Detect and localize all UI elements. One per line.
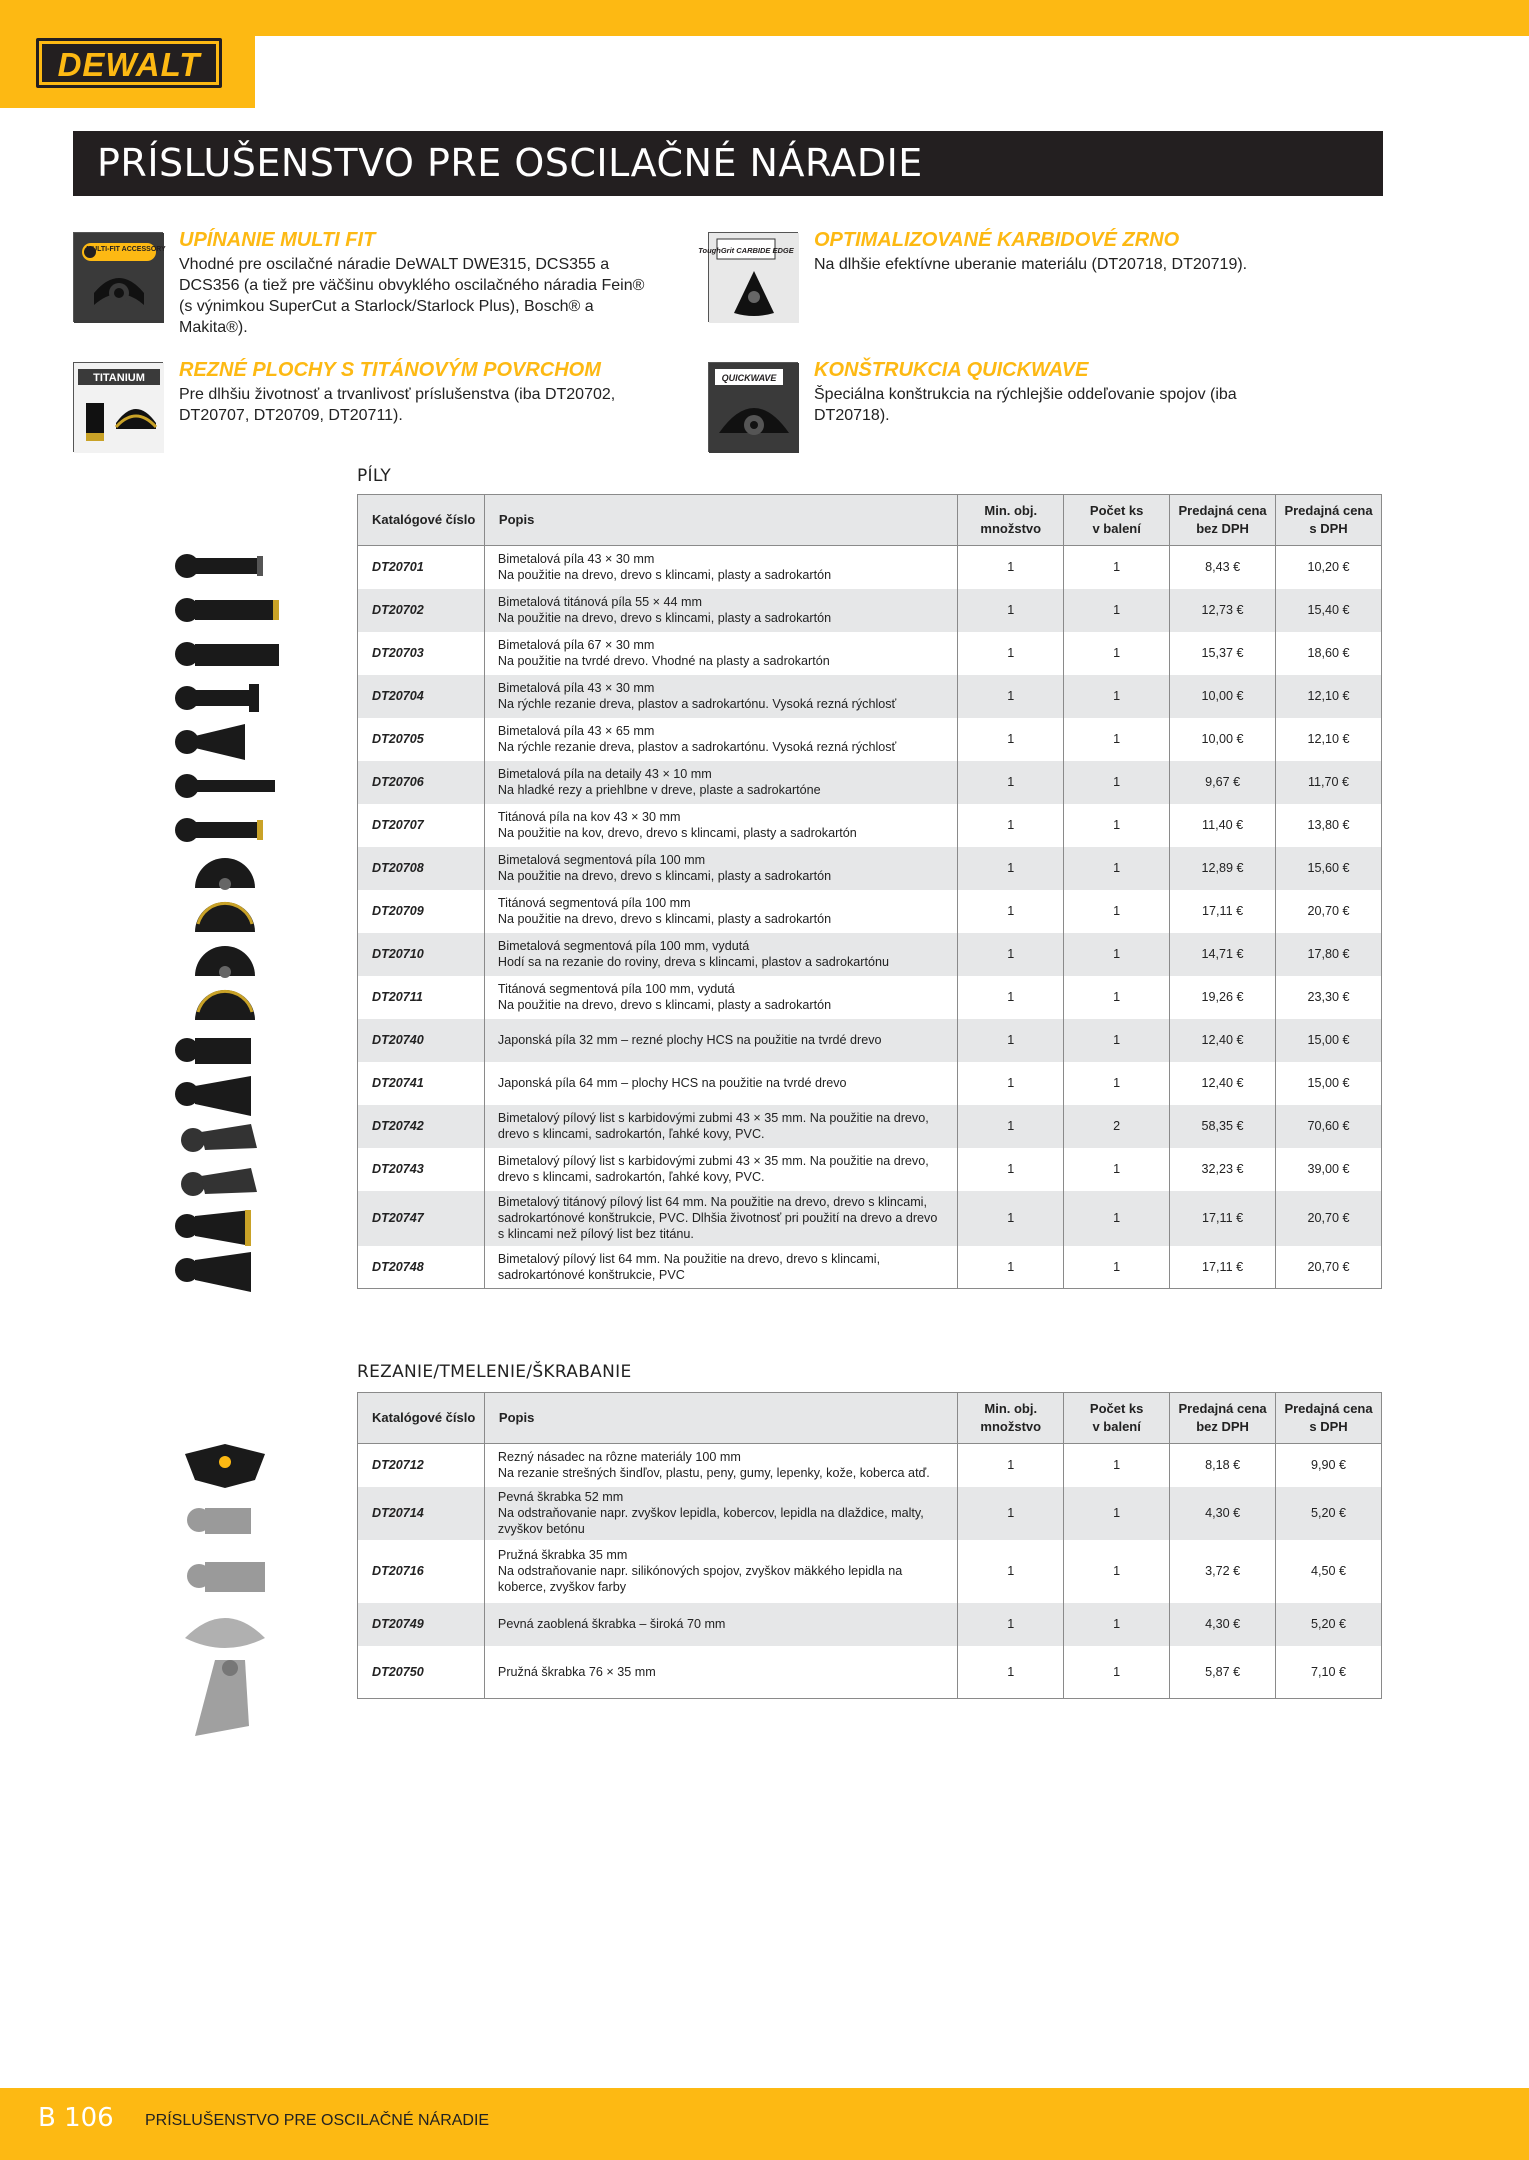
blade-detail-icon — [175, 774, 275, 798]
header-qty: Počet ks v balení — [1064, 495, 1170, 546]
table-row — [358, 1246, 1382, 1289]
pack-quantity: 1 — [1064, 632, 1170, 675]
page-title: PRÍSLUŠENSTVO PRE OSCILAČNÉ NÁRADIE — [97, 141, 923, 185]
table-row — [358, 761, 1382, 804]
pack-quantity: 1 — [1064, 1646, 1170, 1699]
description: Bimetalová píla 43 × 30 mm Na rýchle rezanie dreva, plastov a sadrokartónu. Vysoká rezná rýchlosť — [484, 675, 957, 718]
table-row — [358, 1019, 1382, 1062]
pack-quantity: 1 — [1064, 589, 1170, 632]
price-incl-vat: 39,00 € — [1276, 1148, 1382, 1191]
quickwave-badge-label: QUICKWAVE — [721, 373, 777, 383]
feature-title: UPÍNANIE MULTI FIT — [179, 229, 376, 251]
price-incl-vat: 9,90 € — [1276, 1444, 1382, 1487]
catalog-number: DT20749 — [358, 1603, 485, 1646]
blade-metal-icon — [175, 818, 263, 842]
table-row — [358, 632, 1382, 675]
min-order: 1 — [958, 589, 1064, 632]
feature-text: Špeciálna konštrukcia na rýchlejšie oddeľovanie spojov (iba DT20718). — [814, 386, 1237, 424]
header-p2: Predajná cena s DPH — [1276, 1393, 1382, 1444]
header-min: Min. obj. množstvo — [958, 1393, 1064, 1444]
description: Bimetalový pílový list s karbidovými zubmi 43 × 35 mm. Na použitie na drevo, drevo s klincami, sadrokartón, ľahké kovy, PVC. — [484, 1105, 957, 1148]
description: Bimetalový pílový list s karbidovými zubmi 43 × 35 mm. Na použitie na drevo, drevo s klincami, sadrokartón, ľahké kovy, PVC. — [484, 1148, 957, 1191]
min-order: 1 — [958, 1603, 1064, 1646]
table-row — [358, 1540, 1382, 1603]
price-excl-vat: 17,11 € — [1170, 1246, 1276, 1289]
logo-text: DEWALT — [57, 46, 201, 83]
blade-titanium-icon — [175, 598, 279, 622]
price-incl-vat: 18,60 € — [1276, 632, 1382, 675]
price-incl-vat: 20,70 € — [1276, 1246, 1382, 1289]
price-incl-vat: 70,60 € — [1276, 1105, 1382, 1148]
header-cat: Katalógové číslo — [358, 495, 485, 546]
blade-short-icon — [175, 684, 259, 712]
pack-quantity: 1 — [1064, 761, 1170, 804]
price-incl-vat: 15,40 € — [1276, 589, 1382, 632]
min-order: 1 — [958, 546, 1064, 589]
header-desc: Popis — [484, 1393, 957, 1444]
footer-title: PRÍSLUŠENSTVO PRE OSCILAČNÉ NÁRADIE — [145, 2112, 490, 2129]
min-order: 1 — [958, 1191, 1064, 1246]
description: Bimetalová segmentová píla 100 mm Na použitie na drevo, drevo s klincami, plasty a sadrokartón — [484, 847, 957, 890]
catalog-number: DT20742 — [358, 1105, 485, 1148]
saw-blades-illustration — [165, 546, 285, 1296]
catalog-number: DT20708 — [358, 847, 485, 890]
table-row — [358, 718, 1382, 761]
catalog-number: DT20702 — [358, 589, 485, 632]
min-order: 1 — [958, 976, 1064, 1019]
catalog-number: DT20704 — [358, 675, 485, 718]
catalog-number: DT20706 — [358, 761, 485, 804]
min-order: 1 — [958, 933, 1064, 976]
table-row — [358, 1603, 1382, 1646]
description: Bimetalový titánový pílový list 64 mm. Na použitie na drevo, drevo s klincami, sadrokartónové konštrukcie, PVC. Dlhšia životnosť pri použití na drevo a drevo s klincami než pílový list bez titánu. — [484, 1191, 957, 1246]
quickwave-badge-icon — [708, 362, 798, 452]
catalog-number: DT20714 — [358, 1487, 485, 1540]
min-order: 1 — [958, 1148, 1064, 1191]
min-order: 1 — [958, 1487, 1064, 1540]
multifit-badge-label: MULTI-FIT ACCESSORY — [86, 246, 166, 253]
catalog-number: DT20705 — [358, 718, 485, 761]
header-p1: Predajná cena bez DPH — [1170, 1393, 1276, 1444]
price-excl-vat: 11,40 € — [1170, 804, 1276, 847]
pack-quantity: 1 — [1064, 890, 1170, 933]
catalog-number: DT20701 — [358, 546, 485, 589]
price-incl-vat: 10,20 € — [1276, 546, 1382, 589]
description: Pevná škrabka 52 mm Na odstraňovanie napr. zvyškov lepidla, kobercov, lepidla na dlaždice, malty, zvyškov betónu — [484, 1487, 957, 1540]
price-incl-vat: 12,10 € — [1276, 675, 1382, 718]
price-excl-vat: 14,71 € — [1170, 933, 1276, 976]
feature-title: OPTIMALIZOVANÉ KARBIDOVÉ ZRNO — [814, 229, 1180, 251]
min-order: 1 — [958, 1019, 1064, 1062]
price-incl-vat: 5,20 € — [1276, 1603, 1382, 1646]
table-row — [358, 1646, 1382, 1699]
header-desc: Popis — [484, 495, 957, 546]
pack-quantity: 1 — [1064, 1019, 1170, 1062]
price-excl-vat: 12,40 € — [1170, 1062, 1276, 1105]
catalog-number: DT20743 — [358, 1148, 485, 1191]
toughgrit-badge-icon — [698, 232, 798, 322]
pack-quantity: 1 — [1064, 1444, 1170, 1487]
min-order: 1 — [958, 1246, 1064, 1289]
price-incl-vat: 4,50 € — [1276, 1540, 1382, 1603]
min-order: 1 — [958, 890, 1064, 933]
description: Bimetalová segmentová píla 100 mm, vydutá Hodí sa na rezanie do roviny, dreva s klincami, plastov a sadrokartónu — [484, 933, 957, 976]
catalog-number: DT20716 — [358, 1540, 485, 1603]
min-order: 1 — [958, 761, 1064, 804]
description: Bimetalová píla na detaily 43 × 10 mm Na hladké rezy a priehlbne v dreve, plaste a sadrokartóne — [484, 761, 957, 804]
price-incl-vat: 13,80 € — [1276, 804, 1382, 847]
catalog-number: DT20707 — [358, 804, 485, 847]
table-row — [358, 1148, 1382, 1191]
rigid-scraper-icon — [187, 1508, 251, 1534]
pack-quantity: 1 — [1064, 1191, 1170, 1246]
price-incl-vat: 20,70 € — [1276, 1191, 1382, 1246]
pack-quantity: 2 — [1064, 1105, 1170, 1148]
description: Bimetalový pílový list 64 mm. Na použitie na drevo, drevo s klincami, sadrokartónové konštrukcie, PVC — [484, 1246, 957, 1289]
price-excl-vat: 32,23 € — [1170, 1148, 1276, 1191]
pack-quantity: 1 — [1064, 1062, 1170, 1105]
description: Pevná zaoblená škrabka – široká 70 mm — [484, 1603, 957, 1646]
description: Titánová píla na kov 43 × 30 mm Na použitie na kov, drevo, drevo s klincami, plasty a sadrokartón — [484, 804, 957, 847]
japanese-saw-32-icon — [175, 1038, 251, 1064]
flexible-scraper-icon — [187, 1562, 265, 1592]
catalog-number: DT20711 — [358, 976, 485, 1019]
japanese-saw-64-icon — [175, 1076, 251, 1116]
pack-quantity: 1 — [1064, 1487, 1170, 1540]
table-row — [358, 1487, 1382, 1540]
catalog-number: DT20710 — [358, 933, 485, 976]
min-order: 1 — [958, 632, 1064, 675]
flexible-scraper-76-icon — [195, 1660, 249, 1736]
titanium-badge-label: TITANIUM — [93, 372, 145, 384]
feature-title: KONŠTRUKCIA QUICKWAVE — [814, 359, 1089, 381]
carbide-blade-icon — [181, 1124, 257, 1152]
titanium-blade-64-icon — [175, 1210, 251, 1246]
price-excl-vat: 8,18 € — [1170, 1444, 1276, 1487]
description: Bimetalová titánová píla 55 × 44 mm Na použitie na drevo, drevo s klincami, plasty a sadrokartón — [484, 589, 957, 632]
header-p1: Predajná cena bez DPH — [1170, 495, 1276, 546]
catalog-number: DT20740 — [358, 1019, 485, 1062]
pack-quantity: 1 — [1064, 976, 1170, 1019]
description: Bimetalová píla 43 × 30 mm Na použitie na drevo, drevo s klincami, plasty a sadrokartón — [484, 546, 957, 589]
min-order: 1 — [958, 1444, 1064, 1487]
price-excl-vat: 8,43 € — [1170, 546, 1276, 589]
min-order: 1 — [958, 1105, 1064, 1148]
price-incl-vat: 15,60 € — [1276, 847, 1382, 890]
pack-quantity: 1 — [1064, 1603, 1170, 1646]
header-qty: Počet ks v balení — [1064, 1393, 1170, 1444]
catalog-number: DT20748 — [358, 1246, 485, 1289]
scraper-illustration — [175, 1440, 275, 1740]
section-label-cutting: REZANIE/TMELENIE/ŠKRABANIE — [357, 1362, 632, 1382]
price-excl-vat: 5,87 € — [1170, 1646, 1276, 1699]
description: Japonská píla 32 mm – rezné plochy HCS na použitie na tvrdé drevo — [484, 1019, 957, 1062]
table-row — [358, 675, 1382, 718]
pack-quantity: 1 — [1064, 675, 1170, 718]
price-excl-vat: 4,30 € — [1170, 1487, 1276, 1540]
blade-64-icon — [175, 1252, 251, 1292]
price-excl-vat: 17,11 € — [1170, 890, 1276, 933]
price-incl-vat: 11,70 € — [1276, 761, 1382, 804]
description: Japonská píla 64 mm – plochy HCS na použitie na tvrdé drevo — [484, 1062, 957, 1105]
table-row — [358, 589, 1382, 632]
pack-quantity: 1 — [1064, 1246, 1170, 1289]
price-incl-vat: 15,00 € — [1276, 1019, 1382, 1062]
blade-wide-icon — [175, 724, 245, 760]
min-order: 1 — [958, 1540, 1064, 1603]
price-excl-vat: 12,89 € — [1170, 847, 1276, 890]
table-row — [358, 1444, 1382, 1487]
pack-quantity: 1 — [1064, 546, 1170, 589]
segment-blade-icon — [195, 858, 255, 890]
feature-text: Na dlhšie efektívne uberanie materiálu (DT20718, DT20719). — [814, 256, 1248, 273]
multi-material-cutter-icon — [185, 1444, 265, 1488]
min-order: 1 — [958, 1062, 1064, 1105]
price-excl-vat: 17,11 € — [1170, 1191, 1276, 1246]
table-header-row — [358, 1393, 1382, 1444]
price-excl-vat: 19,26 € — [1170, 976, 1276, 1019]
pack-quantity: 1 — [1064, 1148, 1170, 1191]
price-incl-vat: 12,10 € — [1276, 718, 1382, 761]
price-excl-vat: 10,00 € — [1170, 718, 1276, 761]
header-min: Min. obj. množstvo — [958, 495, 1064, 546]
table-header-row — [358, 495, 1382, 546]
segment-blade-concave-icon — [195, 946, 255, 978]
table-row — [358, 890, 1382, 933]
table-row — [358, 804, 1382, 847]
catalog-number: DT20750 — [358, 1646, 485, 1699]
blade-long-icon — [175, 642, 279, 666]
catalog-number: DT20709 — [358, 890, 485, 933]
price-incl-vat: 17,80 € — [1276, 933, 1382, 976]
table-row — [358, 847, 1382, 890]
multifit-badge-icon — [73, 232, 166, 322]
price-excl-vat: 58,35 € — [1170, 1105, 1276, 1148]
blade-straight-icon — [175, 554, 263, 578]
catalog-number: DT20703 — [358, 632, 485, 675]
pack-quantity: 1 — [1064, 847, 1170, 890]
titanium-badge-icon — [73, 362, 163, 452]
table-row — [358, 933, 1382, 976]
catalog-number: DT20712 — [358, 1444, 485, 1487]
saws-table — [357, 494, 1382, 1289]
pack-quantity: 1 — [1064, 804, 1170, 847]
logo-box — [0, 0, 255, 108]
price-excl-vat: 10,00 € — [1170, 675, 1276, 718]
price-incl-vat: 20,70 € — [1276, 890, 1382, 933]
price-incl-vat: 7,10 € — [1276, 1646, 1382, 1699]
carbide-blade-2-icon — [181, 1168, 257, 1196]
description: Bimetalová píla 67 × 30 mm Na použitie na tvrdé drevo. Vhodné na plasty a sadrokartón — [484, 632, 957, 675]
feature-text: Pre dlhšiu životnosť a trvanlivosť príslušenstva (iba DT20702, DT20707, DT20709, DT20711). — [179, 386, 616, 424]
description: Rezný násadec na rôzne materiály 100 mm Na rezanie strešných šindľov, plastu, peny, gumy, lepenky, kože, koberca atď. — [484, 1444, 957, 1487]
table-row — [358, 976, 1382, 1019]
min-order: 1 — [958, 847, 1064, 890]
price-excl-vat: 9,67 € — [1170, 761, 1276, 804]
pack-quantity: 1 — [1064, 1540, 1170, 1603]
feature-title: REZNÉ PLOCHY S TITÁNOVÝM POVRCHOM — [179, 359, 601, 381]
min-order: 1 — [958, 718, 1064, 761]
description: Pružná škrabka 76 × 35 mm — [484, 1646, 957, 1699]
pack-quantity: 1 — [1064, 933, 1170, 976]
toughgrit-badge-label: ToughGrit CARBIDE EDGE — [698, 246, 794, 255]
segment-blade-concave-titanium-icon — [195, 990, 255, 1020]
min-order: 1 — [958, 675, 1064, 718]
table-row — [358, 1105, 1382, 1148]
title-bar — [73, 131, 1383, 196]
catalog-number: DT20741 — [358, 1062, 485, 1105]
dewalt-logo — [36, 38, 222, 88]
catalog-number: DT20747 — [358, 1191, 485, 1246]
header-p2: Predajná cena s DPH — [1276, 495, 1382, 546]
header-cat: Katalógové číslo — [358, 1393, 485, 1444]
segment-blade-titanium-icon — [195, 902, 255, 932]
price-excl-vat: 3,72 € — [1170, 1540, 1276, 1603]
price-incl-vat: 23,30 € — [1276, 976, 1382, 1019]
table-row — [358, 1062, 1382, 1105]
table-row — [358, 1191, 1382, 1246]
description: Bimetalová píla 43 × 65 mm Na rýchle rezanie dreva, plastov a sadrokartónu. Vysoká rezná rýchlosť — [484, 718, 957, 761]
price-excl-vat: 4,30 € — [1170, 1603, 1276, 1646]
description: Titánová segmentová píla 100 mm, vydutá Na použitie na drevo, drevo s klincami, plasty a sadrokartón — [484, 976, 957, 1019]
feature-text: Vhodné pre oscilačné náradie DeWALT DWE315, DCS355 a DCS356 (a tiež pre väčšinu obvyklého oscilačného náradia Fein® (s výnimkou SuperCut a Starlock/Starlock Plus), Bosch® a Makita®). — [179, 256, 645, 336]
price-incl-vat: 5,20 € — [1276, 1487, 1382, 1540]
round-scraper-icon — [185, 1618, 265, 1648]
min-order: 1 — [958, 1646, 1064, 1699]
section-label-saws: PÍLY — [357, 466, 392, 486]
price-excl-vat: 12,40 € — [1170, 1019, 1276, 1062]
pack-quantity: 1 — [1064, 718, 1170, 761]
table-row — [358, 546, 1382, 589]
description: Titánová segmentová píla 100 mm Na použitie na drevo, drevo s klincami, plasty a sadrokartón — [484, 890, 957, 933]
page-number: B 106 — [38, 2103, 114, 2133]
description: Pružná škrabka 35 mm Na odstraňovanie napr. silikónových spojov, zvyškov mäkkého lepidla na koberce, zvyškov farby — [484, 1540, 957, 1603]
price-excl-vat: 12,73 € — [1170, 589, 1276, 632]
cutting-table — [357, 1392, 1382, 1699]
min-order: 1 — [958, 804, 1064, 847]
price-excl-vat: 15,37 € — [1170, 632, 1276, 675]
price-incl-vat: 15,00 € — [1276, 1062, 1382, 1105]
